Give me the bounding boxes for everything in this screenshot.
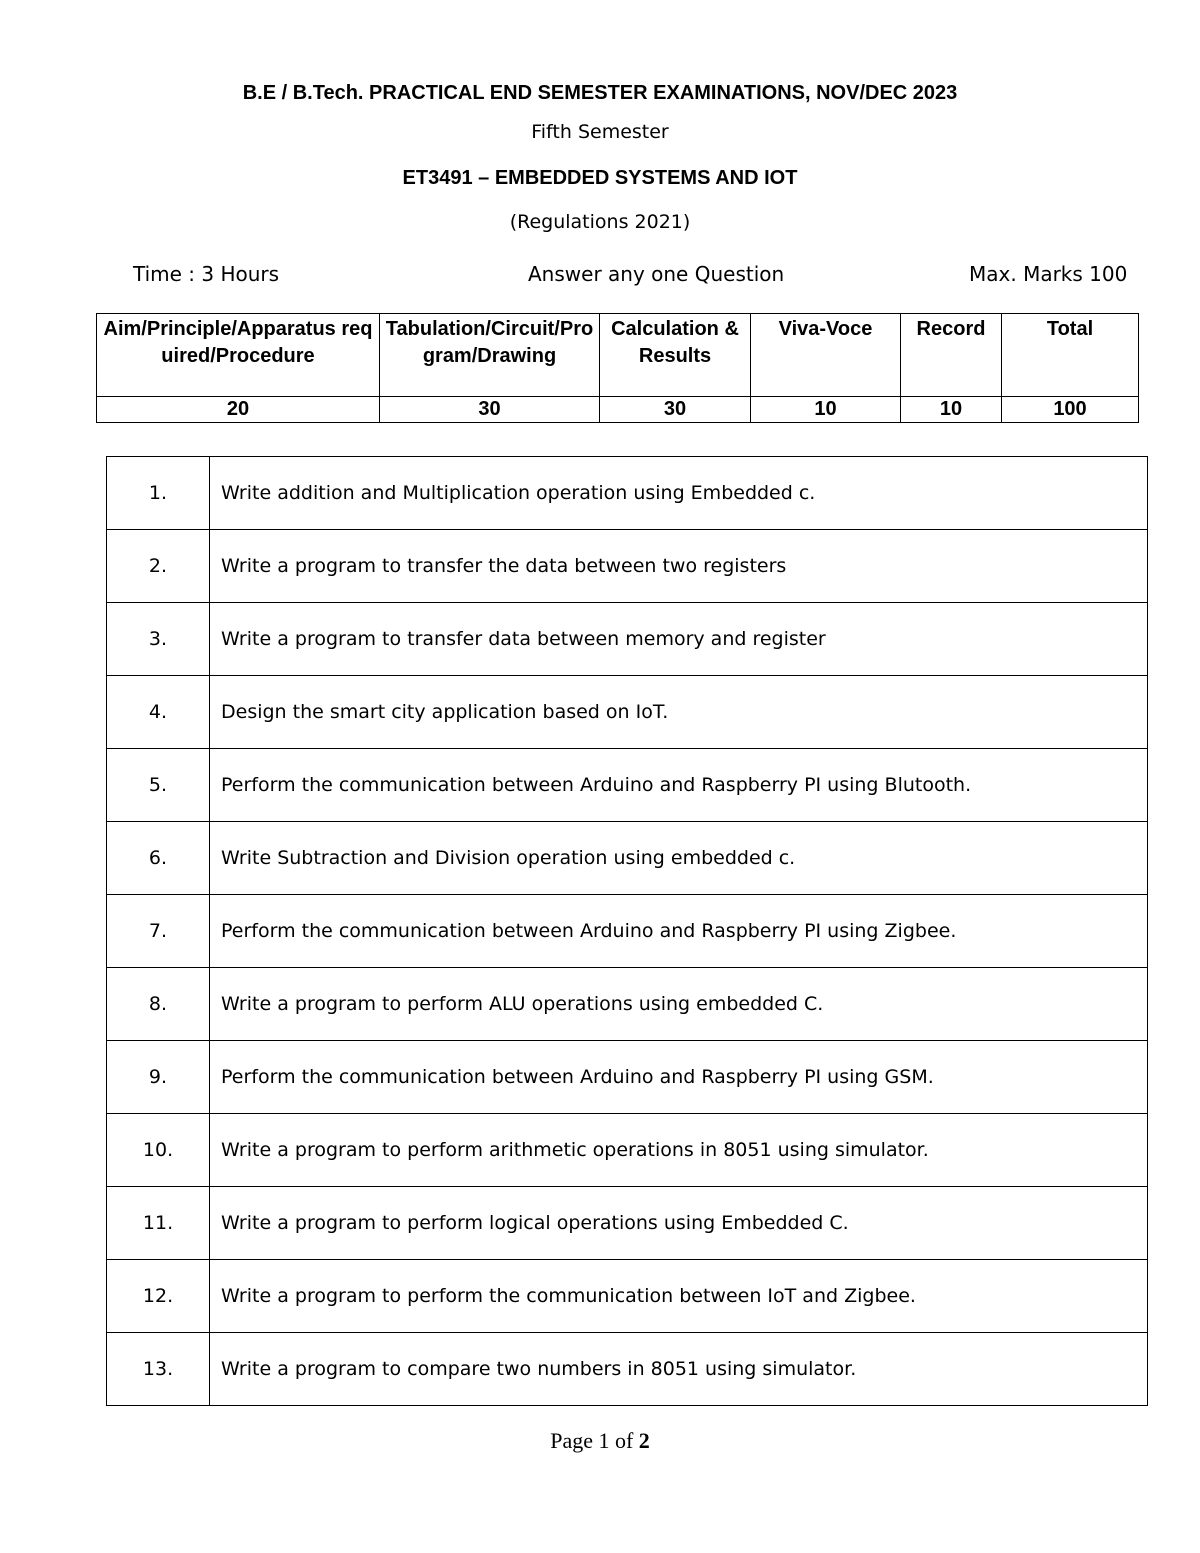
question-text: Write a program to compare two numbers in 8051 using simulator. xyxy=(210,1333,1148,1406)
marks-header-cell: Record xyxy=(901,314,1002,397)
question-number: 8. xyxy=(107,968,210,1041)
question-row xyxy=(107,1187,1148,1260)
marks-value-cell: 100 xyxy=(1002,397,1139,423)
marks-value-cell: 10 xyxy=(901,397,1002,423)
page-label: Page 1 of xyxy=(550,1428,639,1453)
marks-value-cell: 10 xyxy=(751,397,901,423)
marks-header-cell: Total xyxy=(1002,314,1139,397)
question-number: 9. xyxy=(107,1041,210,1114)
marks-header-cell: Viva-Voce xyxy=(751,314,901,397)
marks-header-cell: Calculation & Results xyxy=(600,314,751,397)
course-title: ET3491 – EMBEDDED SYSTEMS AND IOT xyxy=(402,167,798,189)
question-row xyxy=(107,895,1148,968)
question-text: Write a program to transfer the data between two registers xyxy=(210,530,1148,603)
question-text: Design the smart city application based on IoT. xyxy=(210,676,1148,749)
regulations-label: (Regulations 2021) xyxy=(509,211,691,233)
question-text: Perform the communication between Arduino and Raspberry PI using Blutooth. xyxy=(210,749,1148,822)
question-text: Write a program to perform logical operations using Embedded C. xyxy=(210,1187,1148,1260)
marks-distribution-table xyxy=(96,313,1139,423)
question-text: Write Subtraction and Division operation using embedded c. xyxy=(210,822,1148,895)
instruction-label: Answer any one Question xyxy=(528,262,785,286)
question-number: 10. xyxy=(107,1114,210,1187)
question-row xyxy=(107,1333,1148,1406)
questions-table xyxy=(106,456,1148,1406)
time-label: Time : 3 Hours xyxy=(133,262,280,286)
total-pages: 2 xyxy=(638,1428,650,1453)
semester-label: Fifth Semester xyxy=(531,121,669,143)
marks-header-cell: Tabulation/Circuit/Program/Drawing xyxy=(380,314,600,397)
question-row xyxy=(107,1041,1148,1114)
max-marks-label: Max. Marks 100 xyxy=(969,262,1128,286)
question-number: 3. xyxy=(107,603,210,676)
question-row xyxy=(107,749,1148,822)
marks-header-row xyxy=(97,314,1139,397)
question-text: Write a program to perform arithmetic operations in 8051 using simulator. xyxy=(210,1114,1148,1187)
page-footer xyxy=(0,1428,1200,1454)
question-row xyxy=(107,1114,1148,1187)
question-text: Write a program to perform the communication between IoT and Zigbee. xyxy=(210,1260,1148,1333)
marks-header-cell: Aim/Principle/Apparatus required/Procedure xyxy=(97,314,380,397)
question-number: 4. xyxy=(107,676,210,749)
exam-title: B.E / B.Tech. PRACTICAL END SEMESTER EXAMINATIONS, NOV/DEC 2023 xyxy=(242,82,958,104)
question-number: 11. xyxy=(107,1187,210,1260)
marks-value-cell: 30 xyxy=(380,397,600,423)
question-number: 1. xyxy=(107,457,210,530)
question-text: Write addition and Multiplication operation using Embedded c. xyxy=(210,457,1148,530)
question-row xyxy=(107,530,1148,603)
marks-value-cell: 30 xyxy=(600,397,751,423)
question-number: 2. xyxy=(107,530,210,603)
question-row xyxy=(107,822,1148,895)
question-text: Perform the communication between Arduino and Raspberry PI using GSM. xyxy=(210,1041,1148,1114)
question-text: Write a program to transfer data between memory and register xyxy=(210,603,1148,676)
question-text: Perform the communication between Arduino and Raspberry PI using Zigbee. xyxy=(210,895,1148,968)
question-row xyxy=(107,457,1148,530)
question-number: 12. xyxy=(107,1260,210,1333)
question-number: 7. xyxy=(107,895,210,968)
question-number: 5. xyxy=(107,749,210,822)
marks-values-row xyxy=(97,397,1139,423)
question-row xyxy=(107,603,1148,676)
question-row xyxy=(107,968,1148,1041)
question-row xyxy=(107,1260,1148,1333)
question-text: Write a program to perform ALU operations using embedded C. xyxy=(210,968,1148,1041)
marks-value-cell: 20 xyxy=(97,397,380,423)
question-row xyxy=(107,676,1148,749)
question-number: 6. xyxy=(107,822,210,895)
question-number: 13. xyxy=(107,1333,210,1406)
